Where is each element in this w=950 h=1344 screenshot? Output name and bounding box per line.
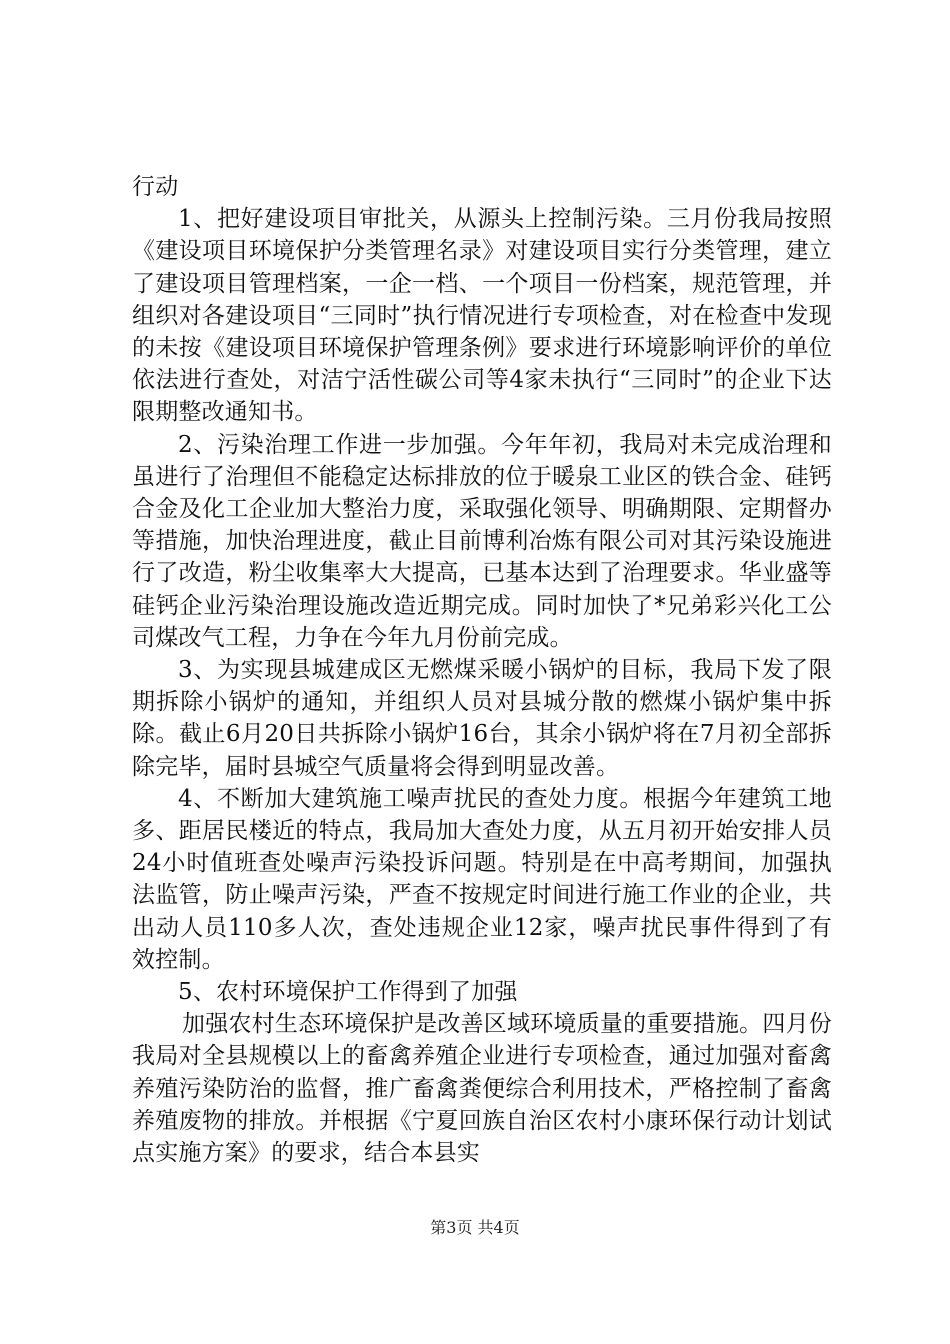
paragraph-item-3: 3、为实现县城建成区无燃煤采暖小锅炉的目标，我局下发了限期拆除小锅炉的通知，并组织人员对县城分散的燃煤小锅炉集中拆除。截止6月20日共拆除小锅炉16台，其余小锅炉将在7月初全部拆除完毕，届时县城空气质量将会得到明显改善。 [132, 657, 832, 780]
paragraph-item-5-heading: 5、农村环境保护工作得到了加强 [178, 979, 518, 1006]
paragraph-item-2: 2、污染治理工作进一步加强。今年年初，我局对未完成治理和虽进行了治理但不能稳定达标排放的位于暖泉工业区的铁合金、硅钙合金及化工企业加大整治力度，采取强化领导、明确期限、定期督办等措施，加快治理进度，截止目前博利冶炼有限公司对其污染设施进行了改造，粉尘收集率大大提高，已基本达到了治理要求。华业盛等硅钙企业污染治理设施改造近期完成。同时加快了*兄弟彩兴化工公司煤改气工程，力争在今年九月份前完成。 [132, 431, 832, 651]
paragraph-heading-continuation: 行动 [132, 174, 179, 200]
paragraph-item-4: 4、不断加大建筑施工噪声扰民的查处力度。根据今年建筑工地多、距居民楼近的特点，我局加大查处力度，从五月初开始安排人员24小时值班查处噪声污染投诉问题。特别是在中高考期间，加强执法监管，防止噪声污染，严查不按规定时间进行施工作业的企业，共出动人员110多人次，查处违规企业12家，噪声扰民事件得到了有效控制。 [132, 785, 832, 973]
paragraph-item-5-body: 加强农村生态环境保护是改善区域环境质量的重要措施。四月份我局对全县规模以上的畜禽养殖企业进行专项检查，通过加强对畜禽养殖污染防治的监督，推广畜禽粪便综合利用技术，严格控制了畜禽养殖废物的排放。并根据《宁夏回族自治区农村小康环保行动计划试点实施方案》的要求，结合本县实 [132, 1011, 832, 1167]
document-body [132, 171, 832, 1169]
page-number-footer: 第3页 共4页 [430, 1218, 520, 1237]
paragraph-item-1: 1、把好建设项目审批关，从源头上控制污染。三月份我局按照《建设项目环境保护分类管理名录》对建设项目实行分类管理，建立了建设项目管理档案，一企一档、一个项目一份档案，规范管理，并组织对各建设项目“三同时”执行情况进行专项检查，对在检查中发现的未按《建设项目环境保护管理条例》要求进行环境影响评价的单位依法进行查处，对洁宁活性碳公司等4家未执行“三同时”的企业下达限期整改通知书。 [132, 206, 832, 426]
